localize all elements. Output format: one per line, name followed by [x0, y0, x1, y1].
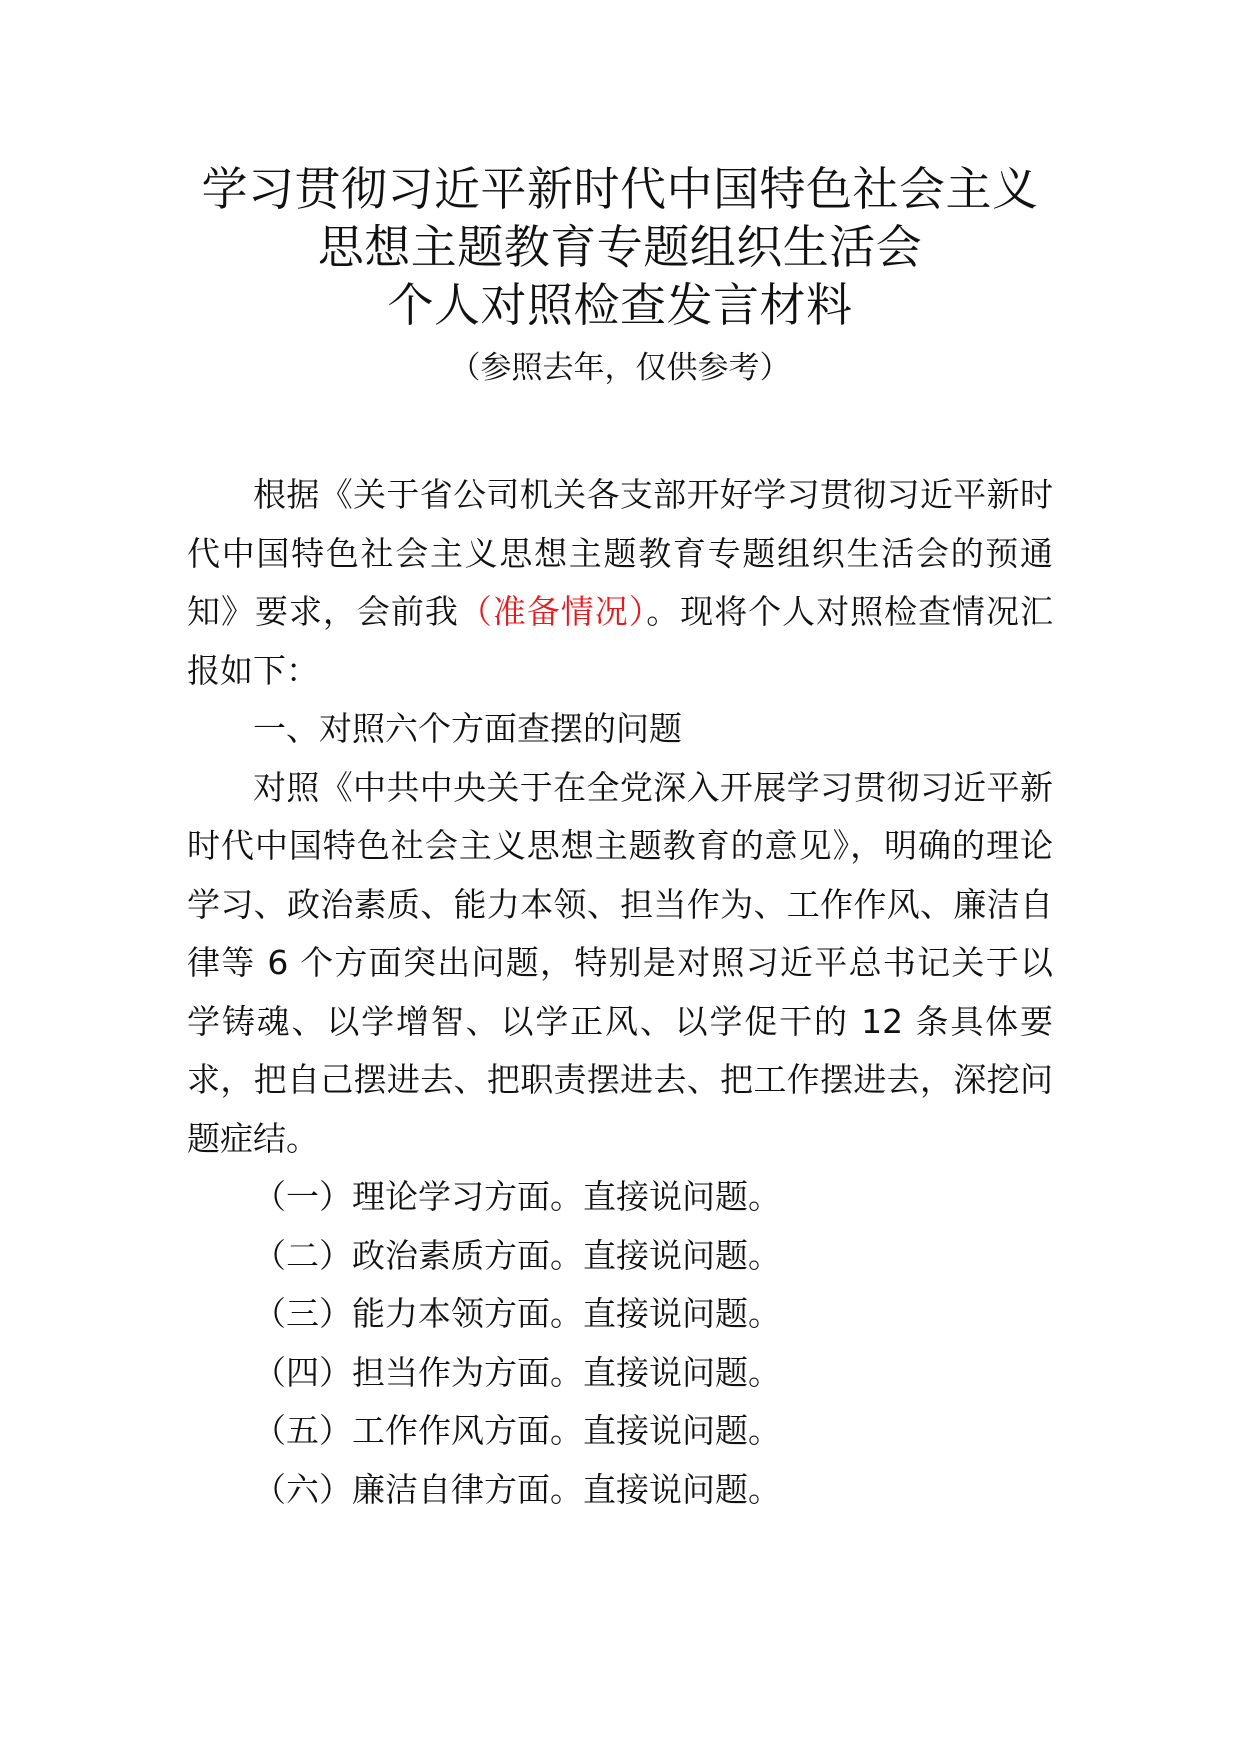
intro-highlight: （准备情况） — [458, 592, 647, 631]
sub-item-2: （二）政治素质方面。直接说问题。 — [253, 1235, 781, 1275]
section-paragraph: 对照《中共中央关于在全党深入开展学习贯彻习近平新时代中国特色社会主义思想主题教育的意见》，明确的理论学习、政治素质、能力本领、担当作为、工作作风、廉洁自律等 6 个方面突出问题，特别是对照习近平总书记关于以学铸魂、以学增智、以学正风、以学促干的 12 条具体要求，把自己摆进去、把职责摆进去、把工作摆进去，深挖问题症结。 — [187, 767, 1053, 1158]
title-subtitle: （参照去年，仅供参考） — [449, 350, 791, 386]
sub-item-1: （一）理论学习方面。直接说问题。 — [253, 1177, 781, 1216]
intro-text-before: 根据《关于省公司机关各支部开好学习贯彻习近平新时代中国特色社会主义思想主题教育专题组织生活会的预通知》要求，会前我 — [187, 475, 1053, 631]
title-line-1: 学习贯彻习近平新时代中国特色社会主义 — [201, 162, 1039, 216]
intro-paragraph — [187, 466, 1053, 700]
title-line-3: 个人对照检查发言材料 — [387, 278, 853, 332]
intro-text-after: 。现将个人对照检查情况汇报如下： — [187, 592, 1054, 690]
title-line-2: 思想主题教育专题组织生活会 — [317, 220, 923, 274]
sub-item-4: （四）担当作为方面。直接说问题。 — [253, 1352, 781, 1392]
sub-item-3: （三）能力本领方面。直接说问题。 — [253, 1294, 781, 1333]
sub-item-5: （五）工作作风方面。直接说问题。 — [253, 1411, 781, 1450]
document-title-block — [0, 160, 1240, 388]
section-heading: 一、对照六个方面查摆的问题 — [253, 709, 682, 748]
sub-item-6: （六）廉洁自律方面。直接说问题。 — [253, 1469, 781, 1509]
document-body — [187, 466, 1053, 1519]
